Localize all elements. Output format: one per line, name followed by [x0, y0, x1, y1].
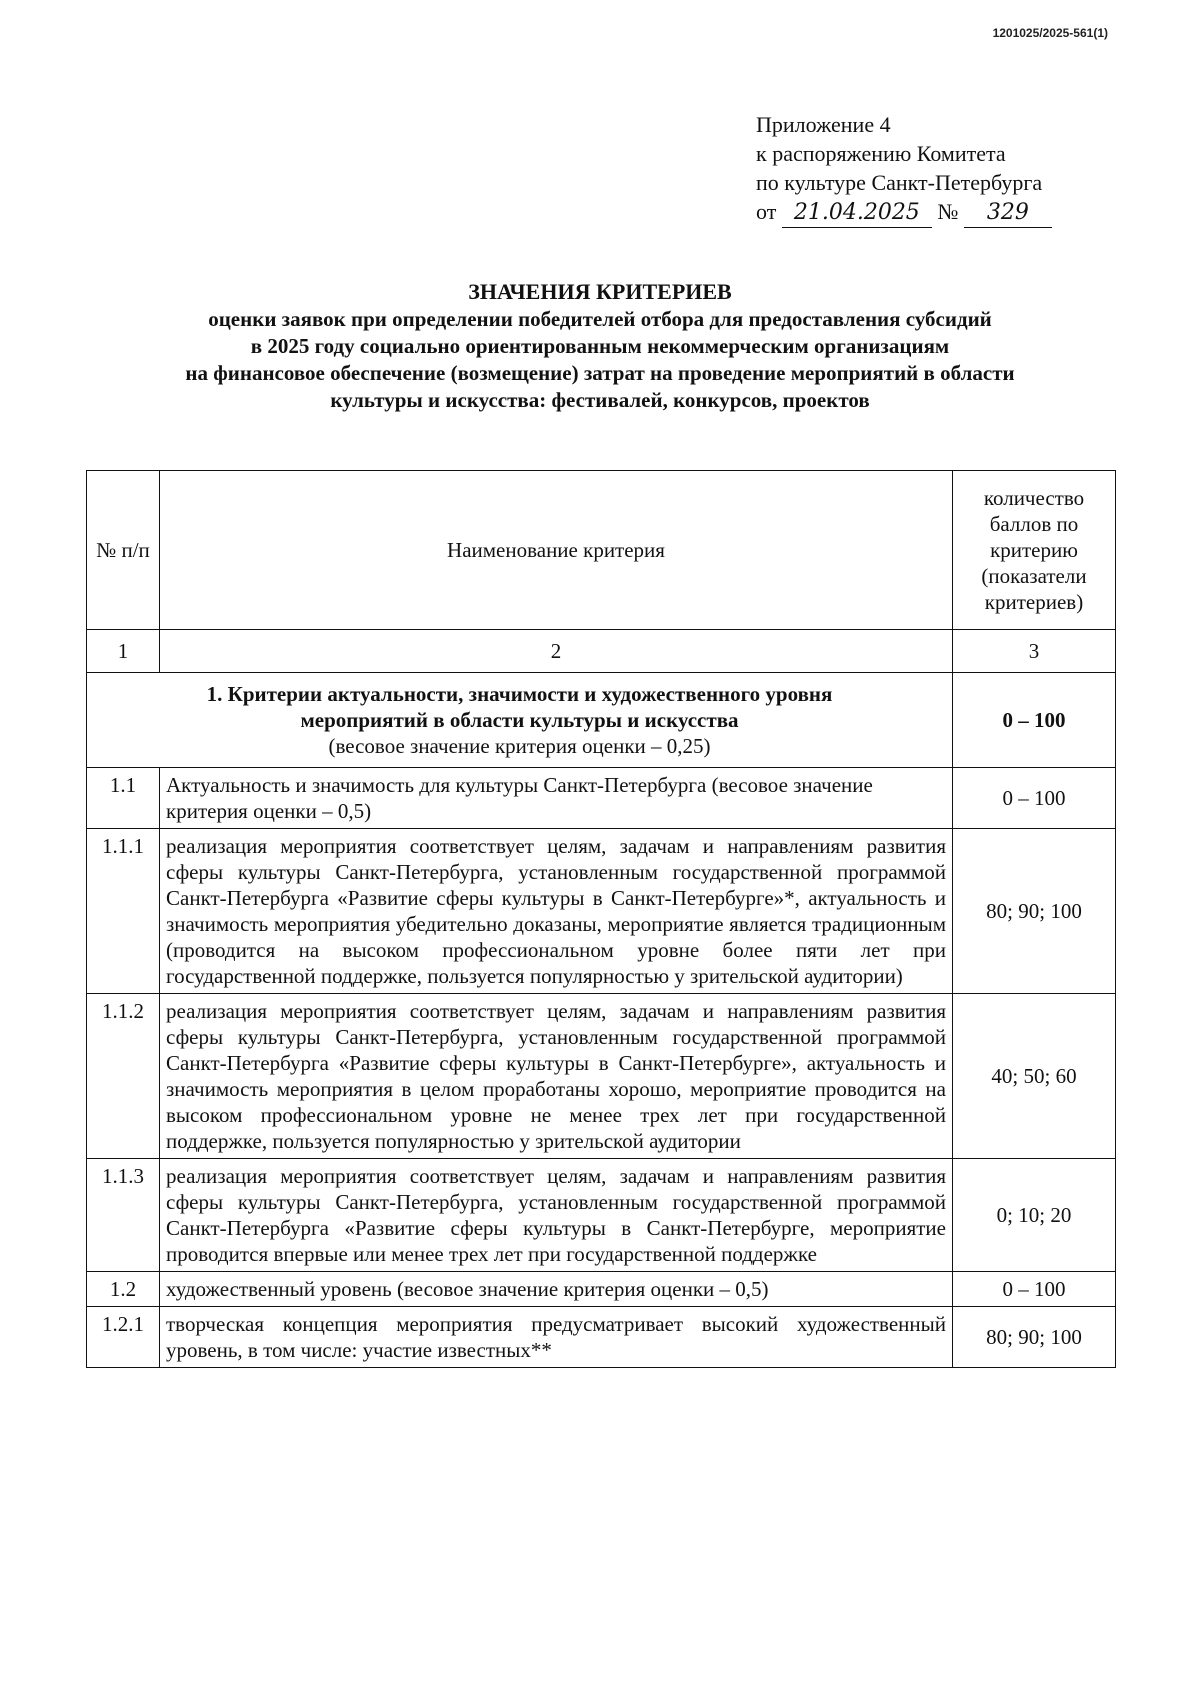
section-1-line-1: 1. Критерии актуальности, значимости и художественного уровня	[206, 682, 833, 706]
col-number-1: 1	[87, 630, 160, 673]
number-prefix: №	[937, 199, 959, 224]
column-number-row	[87, 630, 1116, 673]
date-prefix: от	[756, 199, 777, 224]
title-line-2: в 2025 году социально ориентированным некоммерческим организациям	[250, 334, 950, 358]
section-1-title	[87, 673, 953, 768]
annex-line-3: по культуре Санкт-Петербурга	[756, 170, 1043, 195]
row-text: творческая концепция мероприятия предусматривает высокий художественный уровень, в том числе: участие известных**	[160, 1307, 953, 1368]
table-row	[87, 1159, 1116, 1272]
document-title	[80, 278, 1120, 414]
row-points: 40; 50; 60	[953, 994, 1116, 1159]
table-row	[87, 768, 1116, 829]
title-main: ЗНАЧЕНИЯ КРИТЕРИЕВ	[468, 279, 732, 304]
row-num: 1.1.2	[87, 994, 160, 1159]
row-text: реализация мероприятия соответствует целям, задачам и направлениям развития сферы культуры Санкт-Петербурга, установленным государственной программой Санкт-Петербурга «Развитие сферы культуры в Санкт-Петербурге»*, актуальность и значимость мероприятия убедительно доказаны, мероприятие является традиционным (проводится на высоком профессиональном уровне более пяти лет при государственной поддержке, пользуется популярностью у зрительской аудитории)	[160, 829, 953, 994]
col-number-3: 3	[953, 630, 1116, 673]
row-num: 1.1.1	[87, 829, 160, 994]
row-text: художественный уровень (весовое значение критерия оценки – 0,5)	[160, 1272, 953, 1307]
row-num: 1.2.1	[87, 1307, 160, 1368]
row-text: Актуальность и значимость для культуры Санкт-Петербурга (весовое значение критерия оценки – 0,5)	[160, 768, 953, 829]
title-line-1: оценки заявок при определении победителей отбора для предоставления субсидий	[208, 307, 992, 331]
section-1-line-2: мероприятий в области культуры и искусства	[300, 708, 739, 732]
handwritten-date: 21.04.2025	[782, 198, 932, 228]
section-1-line-3: (весовое значение критерия оценки – 0,25)	[328, 734, 711, 758]
col-number-2: 2	[160, 630, 953, 673]
annex-block	[756, 110, 1052, 228]
document-id: 1201025/2025-561(1)	[992, 26, 1108, 40]
header-name: Наименование критерия	[160, 471, 953, 630]
header-points: количество баллов по критерию (показатели критериев)	[953, 471, 1116, 630]
row-points: 0 – 100	[953, 1272, 1116, 1307]
row-points: 0 – 100	[953, 768, 1116, 829]
table-header-row	[87, 471, 1116, 630]
header-num: № п/п	[87, 471, 160, 630]
section-1-points: 0 – 100	[953, 673, 1116, 768]
handwritten-number: 329	[964, 198, 1052, 228]
title-line-3: на финансовое обеспечение (возмещение) затрат на проведение мероприятий в области	[185, 361, 1015, 385]
title-line-4: культуры и искусства: фестивалей, конкурсов, проектов	[330, 388, 870, 412]
row-text: реализация мероприятия соответствует целям, задачам и направлениям развития сферы культуры Санкт-Петербурга, установленным государственной программой Санкт-Петербурга «Развитие сферы культуры в Санкт-Петербурге», актуальность и значимость мероприятия в целом проработаны хорошо, мероприятие проводится на высоком профессиональном уровне не менее трех лет при государственной поддержке, пользуется популярностью у зрительской аудитории	[160, 994, 953, 1159]
table-row	[87, 1272, 1116, 1307]
annex-line-2: к распоряжению Комитета	[756, 141, 1006, 166]
table-row	[87, 829, 1116, 994]
table-row	[87, 1307, 1116, 1368]
row-num: 1.1.3	[87, 1159, 160, 1272]
row-points: 0; 10; 20	[953, 1159, 1116, 1272]
row-text: реализация мероприятия соответствует целям, задачам и направлениям развития сферы культуры Санкт-Петербурга, установленным государственной программой Санкт-Петербурга «Развитие сферы культуры в Санкт-Петербурге, мероприятие проводится впервые или менее трех лет при государственной поддержке	[160, 1159, 953, 1272]
annex-date-line	[756, 197, 1052, 228]
section-1-row	[87, 673, 1116, 768]
row-points: 80; 90; 100	[953, 1307, 1116, 1368]
table-row	[87, 994, 1116, 1159]
row-num: 1.1	[87, 768, 160, 829]
annex-line-1: Приложение 4	[756, 112, 891, 137]
row-num: 1.2	[87, 1272, 160, 1307]
criteria-table	[86, 470, 1116, 1368]
row-points: 80; 90; 100	[953, 829, 1116, 994]
